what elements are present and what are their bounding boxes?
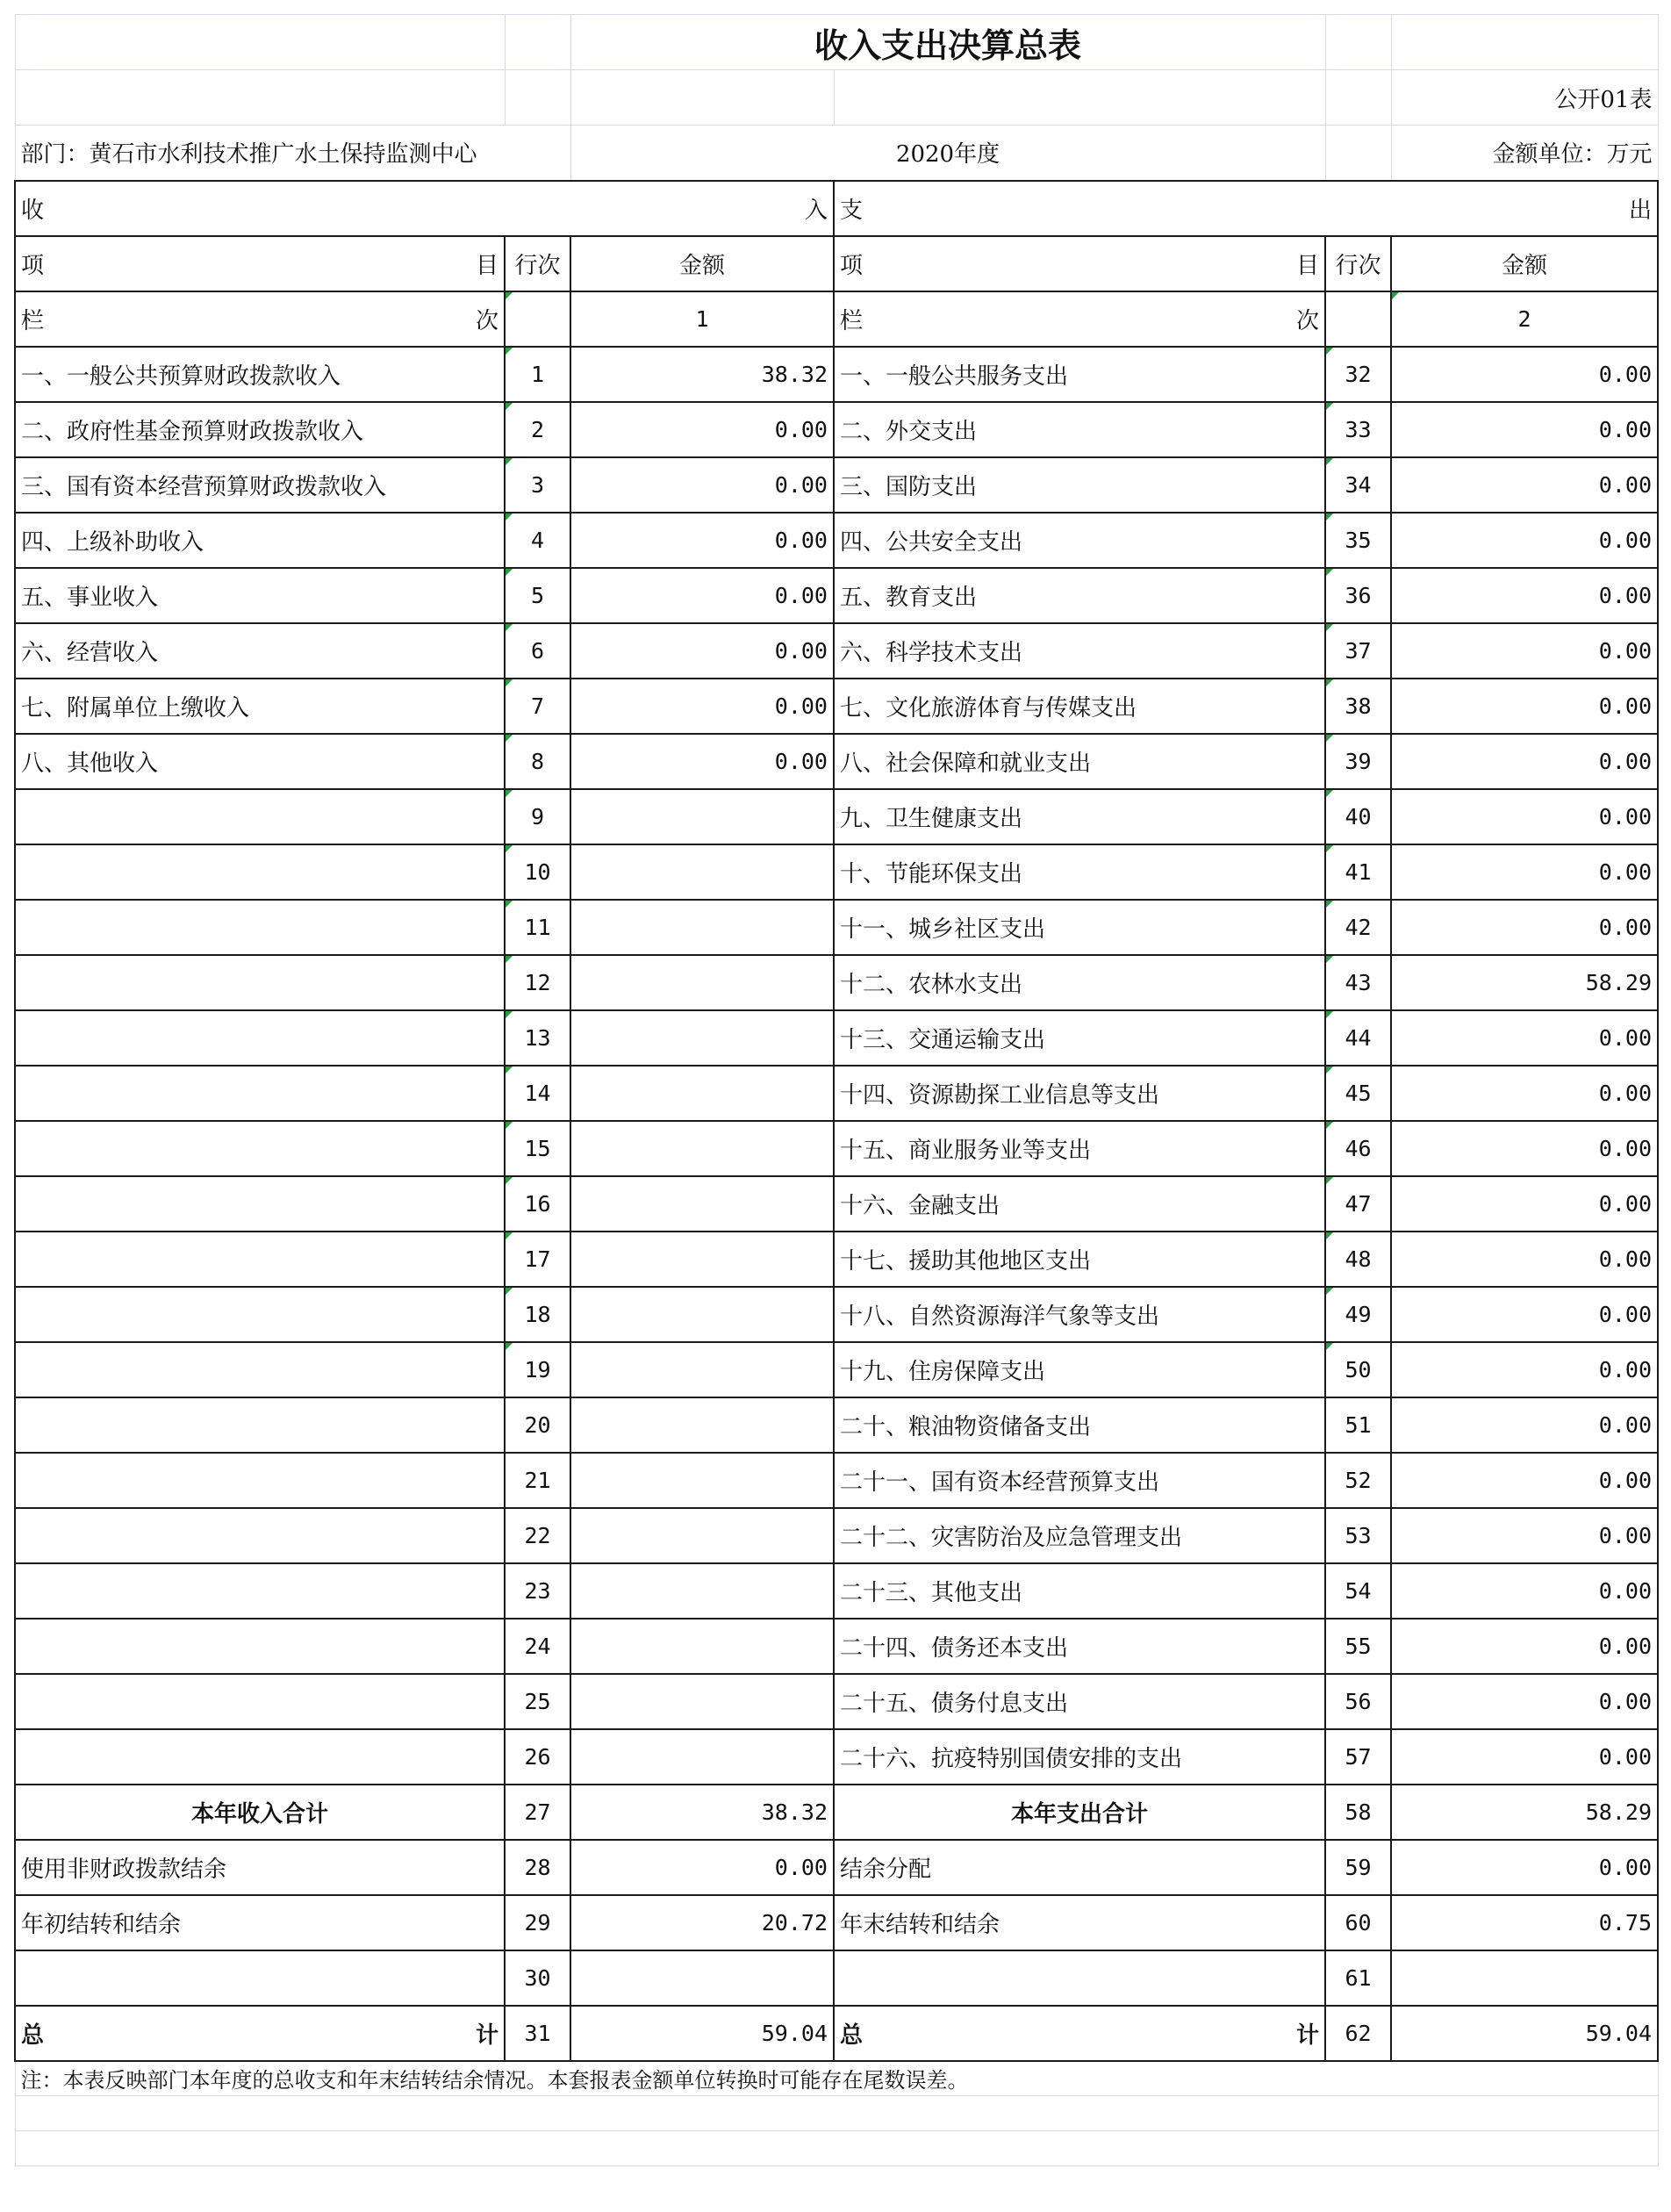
income-item-label — [15, 1287, 505, 1342]
income-row-no: 20 — [505, 1397, 570, 1453]
expense-item-label: 二十五、债务付息支出 — [834, 1674, 1325, 1729]
table-row — [15, 1619, 1658, 1674]
table-row — [15, 623, 1658, 679]
year-expense-total-label: 本年支出合计 — [834, 1785, 1325, 1840]
table-row — [15, 457, 1658, 513]
item-header-right-2: 目 — [1296, 252, 1320, 279]
table-row — [15, 568, 1658, 623]
expense-item-label: 十、节能环保支出 — [834, 844, 1325, 900]
income-row-no: 7 — [505, 679, 570, 734]
income-amount — [570, 955, 834, 1010]
expense-item-label: 结余分配 — [834, 1840, 1325, 1895]
income-row-no: 2 — [505, 402, 570, 457]
expense-row-no: 57 — [1325, 1729, 1391, 1785]
expense-amount: 0.00 — [1391, 1176, 1658, 1232]
income-amount — [570, 1287, 834, 1342]
expense-row-no: 42 — [1325, 900, 1391, 955]
grand-total-income-no: 31 — [505, 2006, 570, 2061]
expense-amount: 0.75 — [1391, 1895, 1658, 1950]
expense-amount: 0.00 — [1391, 900, 1658, 955]
item-header-left: 项 — [21, 252, 45, 279]
income-item-label — [15, 1674, 505, 1729]
table-row — [15, 1176, 1658, 1232]
expense-item-label: 年末结转和结余 — [834, 1895, 1325, 1950]
income-amount — [570, 1563, 834, 1619]
expense-col-index: 2 — [1391, 291, 1658, 347]
expense-amount: 0.00 — [1391, 1674, 1658, 1729]
year-expense-total-no: 58 — [1325, 1785, 1391, 1840]
income-row-no: 17 — [505, 1232, 570, 1287]
income-item-label — [15, 1453, 505, 1508]
income-row-no: 16 — [505, 1176, 570, 1232]
column-index-row — [15, 291, 1658, 347]
blank-row-2 — [15, 2131, 1658, 2166]
expense-row-no: 41 — [1325, 844, 1391, 900]
income-row-no: 14 — [505, 1066, 570, 1121]
expense-row-no: 55 — [1325, 1619, 1391, 1674]
expense-amount: 0.00 — [1391, 1010, 1658, 1066]
income-item-label — [15, 900, 505, 955]
expense-item-label: 一、一般公共服务支出 — [834, 347, 1325, 402]
amount-header: 金额 — [570, 236, 834, 291]
income-item-label: 六、经营收入 — [15, 623, 505, 679]
income-amount — [570, 1121, 834, 1176]
expense-item-label: 二十六、抗疫特别国债安排的支出 — [834, 1729, 1325, 1785]
expense-amount: 0.00 — [1391, 1729, 1658, 1785]
table-row — [15, 1729, 1658, 1785]
expense-row-no: 52 — [1325, 1453, 1391, 1508]
expense-item-label: 七、文化旅游体育与传媒支出 — [834, 679, 1325, 734]
table-row — [15, 1508, 1658, 1563]
income-item-label — [15, 1729, 505, 1785]
expense-row-no: 37 — [1325, 623, 1391, 679]
expense-item-label: 十一、城乡社区支出 — [834, 900, 1325, 955]
income-item-label: 年初结转和结余 — [15, 1895, 505, 1950]
year-income-total-amount: 38.32 — [570, 1785, 834, 1840]
income-amount — [570, 1729, 834, 1785]
table-row — [15, 1840, 1658, 1895]
income-row-no: 9 — [505, 789, 570, 844]
table-row — [15, 1397, 1658, 1453]
table-row — [15, 734, 1658, 789]
expense-row-no: 32 — [1325, 347, 1391, 402]
expense-row-no: 43 — [1325, 955, 1391, 1010]
grand-total-income-amount: 59.04 — [570, 2006, 834, 2061]
income-header-left: 收 — [21, 197, 45, 224]
expense-row-no: 35 — [1325, 513, 1391, 568]
expense-item-label: 八、社会保障和就业支出 — [834, 734, 1325, 789]
income-amount — [570, 1619, 834, 1674]
expense-header-right: 出 — [1629, 197, 1653, 224]
expense-item-label: 十九、住房保障支出 — [834, 1342, 1325, 1397]
expense-item-label: 二、外交支出 — [834, 402, 1325, 457]
income-row-no: 13 — [505, 1010, 570, 1066]
table-row — [15, 402, 1658, 457]
expense-item-label: 十二、农林水支出 — [834, 955, 1325, 1010]
income-row-no: 6 — [505, 623, 570, 679]
income-amount: 0.00 — [570, 623, 834, 679]
col-label-right-2: 次 — [1296, 307, 1320, 334]
expense-item-label: 二十一、国有资本经营预算支出 — [834, 1453, 1325, 1508]
expense-item-label: 六、科学技术支出 — [834, 623, 1325, 679]
page-title: 收入支出决算总表 — [570, 15, 1325, 70]
report-table — [14, 14, 1659, 2166]
expense-row-no: 48 — [1325, 1232, 1391, 1287]
income-row-no: 26 — [505, 1729, 570, 1785]
income-row-no: 30 — [505, 1950, 570, 2006]
item-header-left-2: 项 — [840, 252, 864, 279]
expense-amount: 0.00 — [1391, 1342, 1658, 1397]
expense-row-no: 44 — [1325, 1010, 1391, 1066]
expense-item-label — [834, 1950, 1325, 2006]
expense-row-no: 53 — [1325, 1508, 1391, 1563]
report-sheet — [14, 14, 1657, 2166]
income-amount: 0.00 — [570, 568, 834, 623]
expense-amount: 0.00 — [1391, 789, 1658, 844]
income-amount: 0.00 — [570, 734, 834, 789]
expense-amount: 0.00 — [1391, 679, 1658, 734]
expense-row-no: 39 — [1325, 734, 1391, 789]
income-item-label — [15, 955, 505, 1010]
column-header-row — [15, 236, 1658, 291]
income-item-label: 一、一般公共预算财政拨款收入 — [15, 347, 505, 402]
grand-total-expense-amount: 59.04 — [1391, 2006, 1658, 2061]
expense-row-no: 49 — [1325, 1287, 1391, 1342]
expense-item-label: 十六、金融支出 — [834, 1176, 1325, 1232]
year-expense-total-amount: 58.29 — [1391, 1785, 1658, 1840]
expense-row-no: 33 — [1325, 402, 1391, 457]
expense-item-label: 五、教育支出 — [834, 568, 1325, 623]
expense-row-no: 34 — [1325, 457, 1391, 513]
expense-row-no: 46 — [1325, 1121, 1391, 1176]
income-amount: 0.00 — [570, 402, 834, 457]
table-row — [15, 513, 1658, 568]
expense-row-no: 61 — [1325, 1950, 1391, 2006]
income-item-label: 二、政府性基金预算财政拨款收入 — [15, 402, 505, 457]
year-income-total-no: 27 — [505, 1785, 570, 1840]
fiscal-year: 2020年度 — [570, 126, 1325, 181]
table-row — [15, 679, 1658, 734]
table-row — [15, 347, 1658, 402]
income-row-no: 29 — [505, 1895, 570, 1950]
income-item-label — [15, 1397, 505, 1453]
expense-amount: 0.00 — [1391, 734, 1658, 789]
department-label: 部门：黄石市水利技术推广水土保持监测中心 — [15, 126, 570, 181]
table-row — [15, 900, 1658, 955]
col-label-right: 次 — [475, 307, 498, 334]
income-item-label — [15, 1010, 505, 1066]
income-amount: 0.00 — [570, 679, 834, 734]
income-amount: 0.00 — [570, 1840, 834, 1895]
income-row-no: 10 — [505, 844, 570, 900]
income-amount: 0.00 — [570, 513, 834, 568]
year-total-row — [15, 1785, 1658, 1840]
income-row-no: 15 — [505, 1121, 570, 1176]
income-amount — [570, 789, 834, 844]
income-row-no: 5 — [505, 568, 570, 623]
expense-item-label: 三、国防支出 — [834, 457, 1325, 513]
income-amount — [570, 1397, 834, 1453]
expense-amount: 0.00 — [1391, 1508, 1658, 1563]
expense-item-label: 二十四、债务还本支出 — [834, 1619, 1325, 1674]
income-item-label: 三、国有资本经营预算财政拨款收入 — [15, 457, 505, 513]
income-row-no: 4 — [505, 513, 570, 568]
income-item-label — [15, 844, 505, 900]
income-item-label — [15, 1563, 505, 1619]
income-amount: 0.00 — [570, 457, 834, 513]
income-row-no: 22 — [505, 1508, 570, 1563]
income-item-label — [15, 1950, 505, 2006]
income-amount — [570, 1066, 834, 1121]
income-item-label — [15, 1342, 505, 1397]
income-header-right: 入 — [804, 197, 828, 224]
income-item-label — [15, 1121, 505, 1176]
blank-row-1 — [15, 2096, 1658, 2131]
grand-total-expense-no: 62 — [1325, 2006, 1391, 2061]
section-header-row — [15, 181, 1658, 236]
expense-item-label: 九、卫生健康支出 — [834, 789, 1325, 844]
expense-amount: 58.29 — [1391, 955, 1658, 1010]
income-item-label — [15, 1508, 505, 1563]
expense-amount — [1391, 1950, 1658, 2006]
expense-amount: 0.00 — [1391, 844, 1658, 900]
table-row — [15, 1674, 1658, 1729]
table-row — [15, 1066, 1658, 1121]
expense-amount: 0.00 — [1391, 1397, 1658, 1453]
income-item-label — [15, 789, 505, 844]
expense-row-no: 56 — [1325, 1674, 1391, 1729]
note-row — [15, 2061, 1658, 2096]
income-row-no: 12 — [505, 955, 570, 1010]
footnote: 注：本表反映部门本年度的总收支和年末结转结余情况。本套报表金额单位转换时可能存在尾数误差。 — [15, 2061, 1658, 2096]
income-row-no: 3 — [505, 457, 570, 513]
expense-amount: 0.00 — [1391, 623, 1658, 679]
income-row-no: 18 — [505, 1287, 570, 1342]
expense-amount: 0.00 — [1391, 1121, 1658, 1176]
income-row-no: 25 — [505, 1674, 570, 1729]
row-no-header-2: 行次 — [1325, 236, 1391, 291]
expense-amount: 0.00 — [1391, 402, 1658, 457]
expense-amount: 0.00 — [1391, 1453, 1658, 1508]
expense-amount: 0.00 — [1391, 1563, 1658, 1619]
income-row-no: 24 — [505, 1619, 570, 1674]
income-row-no: 8 — [505, 734, 570, 789]
table-row — [15, 1121, 1658, 1176]
expense-row-no: 47 — [1325, 1176, 1391, 1232]
form-code: 公开01表 — [1391, 70, 1658, 126]
expense-row-no: 59 — [1325, 1840, 1391, 1895]
income-amount — [570, 1176, 834, 1232]
income-item-label: 七、附属单位上缴收入 — [15, 679, 505, 734]
col-label-left-2: 栏 — [840, 307, 864, 334]
expense-row-no: 38 — [1325, 679, 1391, 734]
expense-item-label: 二十二、灾害防治及应急管理支出 — [834, 1508, 1325, 1563]
grand-total-label-right: 计 — [475, 2022, 498, 2049]
grand-total-label-left-2: 总 — [840, 2022, 864, 2049]
income-col-index: 1 — [570, 291, 834, 347]
expense-row-no: 40 — [1325, 789, 1391, 844]
table-row — [15, 789, 1658, 844]
expense-row-no: 51 — [1325, 1397, 1391, 1453]
grand-total-row — [15, 2006, 1658, 2061]
expense-amount: 0.00 — [1391, 1287, 1658, 1342]
expense-header-left: 支 — [840, 197, 864, 224]
grand-total-label-left: 总 — [21, 2022, 45, 2049]
income-amount: 20.72 — [570, 1895, 834, 1950]
income-item-label — [15, 1619, 505, 1674]
table-row — [15, 955, 1658, 1010]
income-amount — [570, 1950, 834, 2006]
expense-amount: 0.00 — [1391, 457, 1658, 513]
amount-unit: 金额单位：万元 — [1391, 126, 1658, 181]
form-code-row — [15, 70, 1658, 126]
expense-row-no: 36 — [1325, 568, 1391, 623]
income-amount: 38.32 — [570, 347, 834, 402]
table-row — [15, 1453, 1658, 1508]
expense-amount: 0.00 — [1391, 568, 1658, 623]
meta-row — [15, 126, 1658, 181]
income-row-no: 23 — [505, 1563, 570, 1619]
income-item-label: 八、其他收入 — [15, 734, 505, 789]
income-item-label: 四、上级补助收入 — [15, 513, 505, 568]
table-row — [15, 844, 1658, 900]
expense-item-label: 十三、交通运输支出 — [834, 1010, 1325, 1066]
title-row — [15, 15, 1658, 70]
expense-item-label: 二十、粮油物资储备支出 — [834, 1397, 1325, 1453]
expense-amount: 0.00 — [1391, 1840, 1658, 1895]
expense-item-label: 二十三、其他支出 — [834, 1563, 1325, 1619]
expense-amount: 0.00 — [1391, 1232, 1658, 1287]
grand-total-label-right-2: 计 — [1296, 2022, 1320, 2049]
table-row — [15, 1563, 1658, 1619]
income-row-no: 28 — [505, 1840, 570, 1895]
income-row-no: 19 — [505, 1342, 570, 1397]
income-amount — [570, 1010, 834, 1066]
income-amount — [570, 1674, 834, 1729]
income-item-label — [15, 1176, 505, 1232]
expense-item-label: 四、公共安全支出 — [834, 513, 1325, 568]
income-row-no: 1 — [505, 347, 570, 402]
income-amount — [570, 900, 834, 955]
income-item-label: 五、事业收入 — [15, 568, 505, 623]
income-item-label — [15, 1232, 505, 1287]
income-amount — [570, 1453, 834, 1508]
expense-amount: 0.00 — [1391, 347, 1658, 402]
expense-item-label: 十五、商业服务业等支出 — [834, 1121, 1325, 1176]
table-row — [15, 1010, 1658, 1066]
expense-row-no: 50 — [1325, 1342, 1391, 1397]
expense-row-no: 54 — [1325, 1563, 1391, 1619]
expense-row-no: 60 — [1325, 1895, 1391, 1950]
item-header-right: 目 — [475, 252, 498, 279]
income-item-label — [15, 1066, 505, 1121]
income-amount — [570, 844, 834, 900]
table-row — [15, 1287, 1658, 1342]
col-label-left: 栏 — [21, 307, 45, 334]
income-amount — [570, 1342, 834, 1397]
row-no-header: 行次 — [505, 236, 570, 291]
income-item-label: 使用非财政拨款结余 — [15, 1840, 505, 1895]
expense-item-label: 十八、自然资源海洋气象等支出 — [834, 1287, 1325, 1342]
income-row-no: 21 — [505, 1453, 570, 1508]
table-row — [15, 1950, 1658, 2006]
expense-amount: 0.00 — [1391, 1619, 1658, 1674]
table-row — [15, 1342, 1658, 1397]
income-amount — [570, 1508, 834, 1563]
expense-amount: 0.00 — [1391, 1066, 1658, 1121]
expense-item-label: 十四、资源勘探工业信息等支出 — [834, 1066, 1325, 1121]
expense-item-label: 十七、援助其他地区支出 — [834, 1232, 1325, 1287]
amount-header-2: 金额 — [1391, 236, 1658, 291]
table-row — [15, 1232, 1658, 1287]
year-income-total-label: 本年收入合计 — [15, 1785, 505, 1840]
expense-amount: 0.00 — [1391, 513, 1658, 568]
income-amount — [570, 1232, 834, 1287]
income-row-no: 11 — [505, 900, 570, 955]
table-row — [15, 1895, 1658, 1950]
expense-row-no: 45 — [1325, 1066, 1391, 1121]
